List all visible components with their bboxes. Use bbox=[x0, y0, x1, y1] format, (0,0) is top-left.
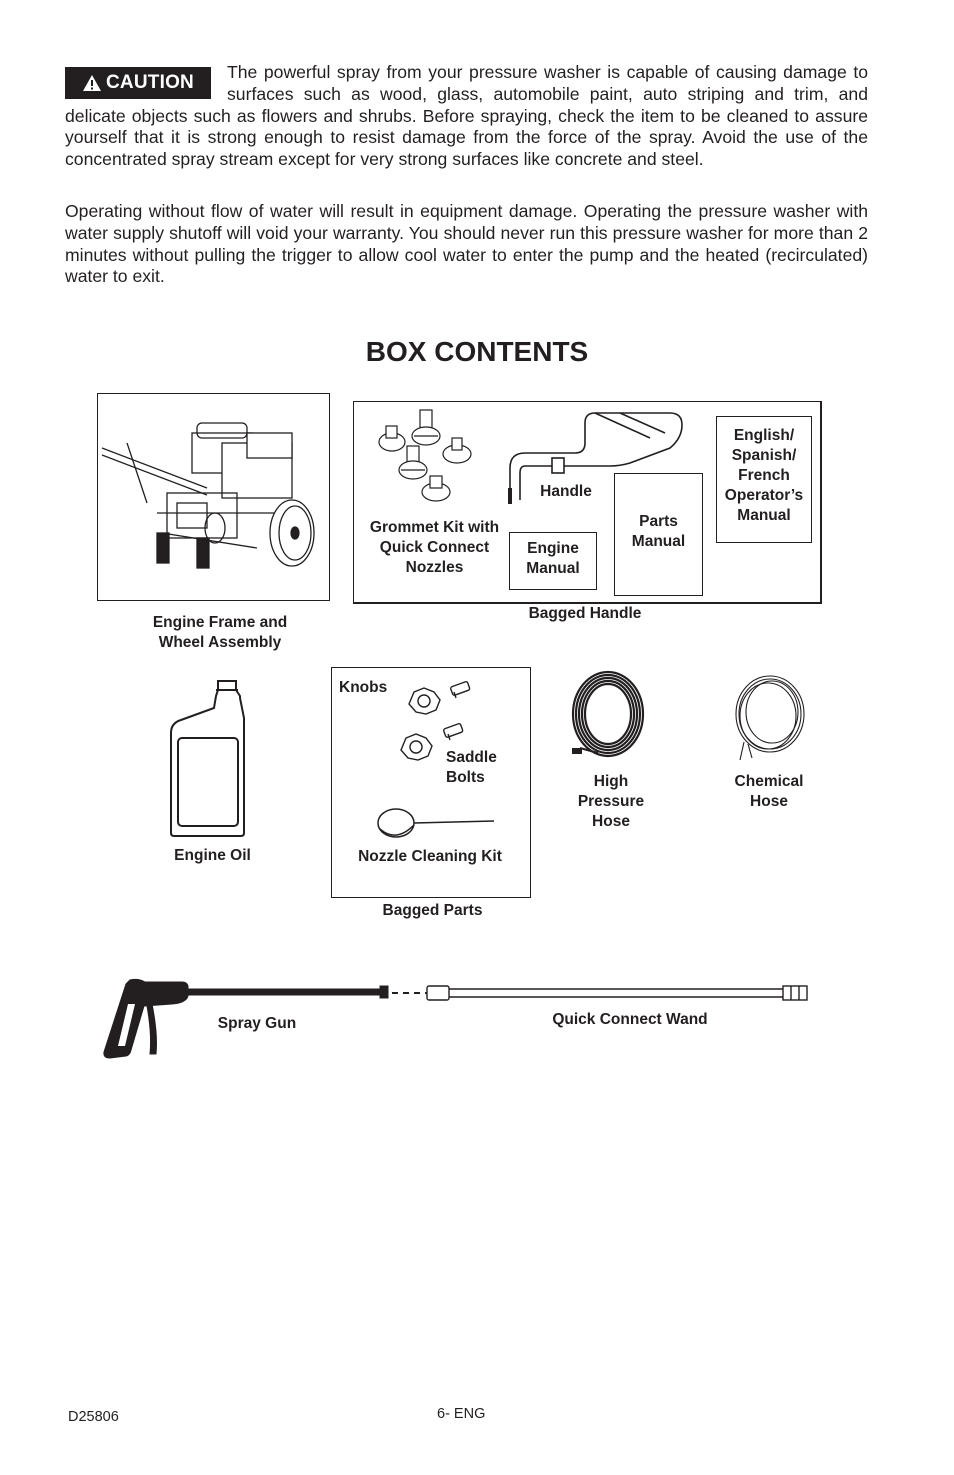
engine-manual-label: Engine Manual bbox=[526, 540, 580, 577]
nozzles-illustration bbox=[372, 406, 482, 514]
engine-frame-illustration bbox=[97, 393, 330, 601]
chemical-hose-label: Chemical Hose bbox=[734, 773, 804, 810]
dashed-connector-line bbox=[390, 991, 430, 995]
grommet-kit-label: Grommet Kit with Quick Connect Nozzles bbox=[369, 519, 500, 576]
caution-text: The powerful spray from your pressure washer is capable of causing damage to surfaces such as wood, glass, automobile paint, auto striping and trim, and delicate objects such as flowers and shrubs. Before spraying, check the item to be cleaned to assure yourself that it is strong enough to resist damage from the force of the spray. Avoid the use of the concentrated spray stream except for very strong surfaces like concrete and steel. bbox=[65, 62, 868, 170]
bagged-handle-label: Bagged Handle bbox=[528, 605, 642, 622]
doc-number: D25806 bbox=[68, 1409, 119, 1425]
spray-gun-label: Spray Gun bbox=[217, 1015, 297, 1032]
warning-paragraph: Operating without flow of water will result in equipment damage. Operating the pressure washer with water supply shutoff will void your warranty. You should never run this pressure washer for more than 2 minutes without pulling the trigger to allow cool water to enter the pump and the heated (recirculated) water to exit. bbox=[65, 201, 868, 287]
engine-oil-label: Engine Oil bbox=[174, 847, 251, 864]
caution-label: CAUTION bbox=[106, 72, 194, 94]
nozzle-cleaning-kit-label: Nozzle Cleaning Kit bbox=[358, 848, 502, 865]
caution-paragraph bbox=[65, 62, 868, 171]
page-number: 6- ENG bbox=[437, 1406, 486, 1422]
saddle-bolts-label: Saddle Bolts bbox=[446, 749, 497, 786]
high-pressure-hose-illustration bbox=[568, 668, 650, 764]
quick-connect-wand-illustration bbox=[425, 982, 815, 1004]
caution-badge bbox=[65, 67, 211, 99]
knobs-label: Knobs bbox=[339, 679, 388, 696]
quick-connect-wand-label: Quick Connect Wand bbox=[552, 1011, 708, 1028]
engine-oil-bottle-illustration bbox=[166, 678, 250, 840]
section-title: BOX CONTENTS bbox=[365, 336, 589, 367]
operators-manual-label: English/ Spanish/ French Operator’s Manual bbox=[724, 427, 804, 524]
bagged-parts-label: Bagged Parts bbox=[382, 902, 483, 919]
nozzle-cleaning-kit-illustration bbox=[374, 803, 498, 843]
high-pressure-hose-label: High Pressure Hose bbox=[577, 773, 645, 830]
parts-manual-label: Parts Manual bbox=[631, 513, 686, 550]
handle-label: Handle bbox=[540, 483, 592, 500]
chemical-hose-illustration bbox=[730, 672, 808, 764]
engine-frame-label: Engine Frame and Wheel Assembly bbox=[152, 614, 288, 651]
warning-triangle-icon bbox=[82, 74, 102, 92]
